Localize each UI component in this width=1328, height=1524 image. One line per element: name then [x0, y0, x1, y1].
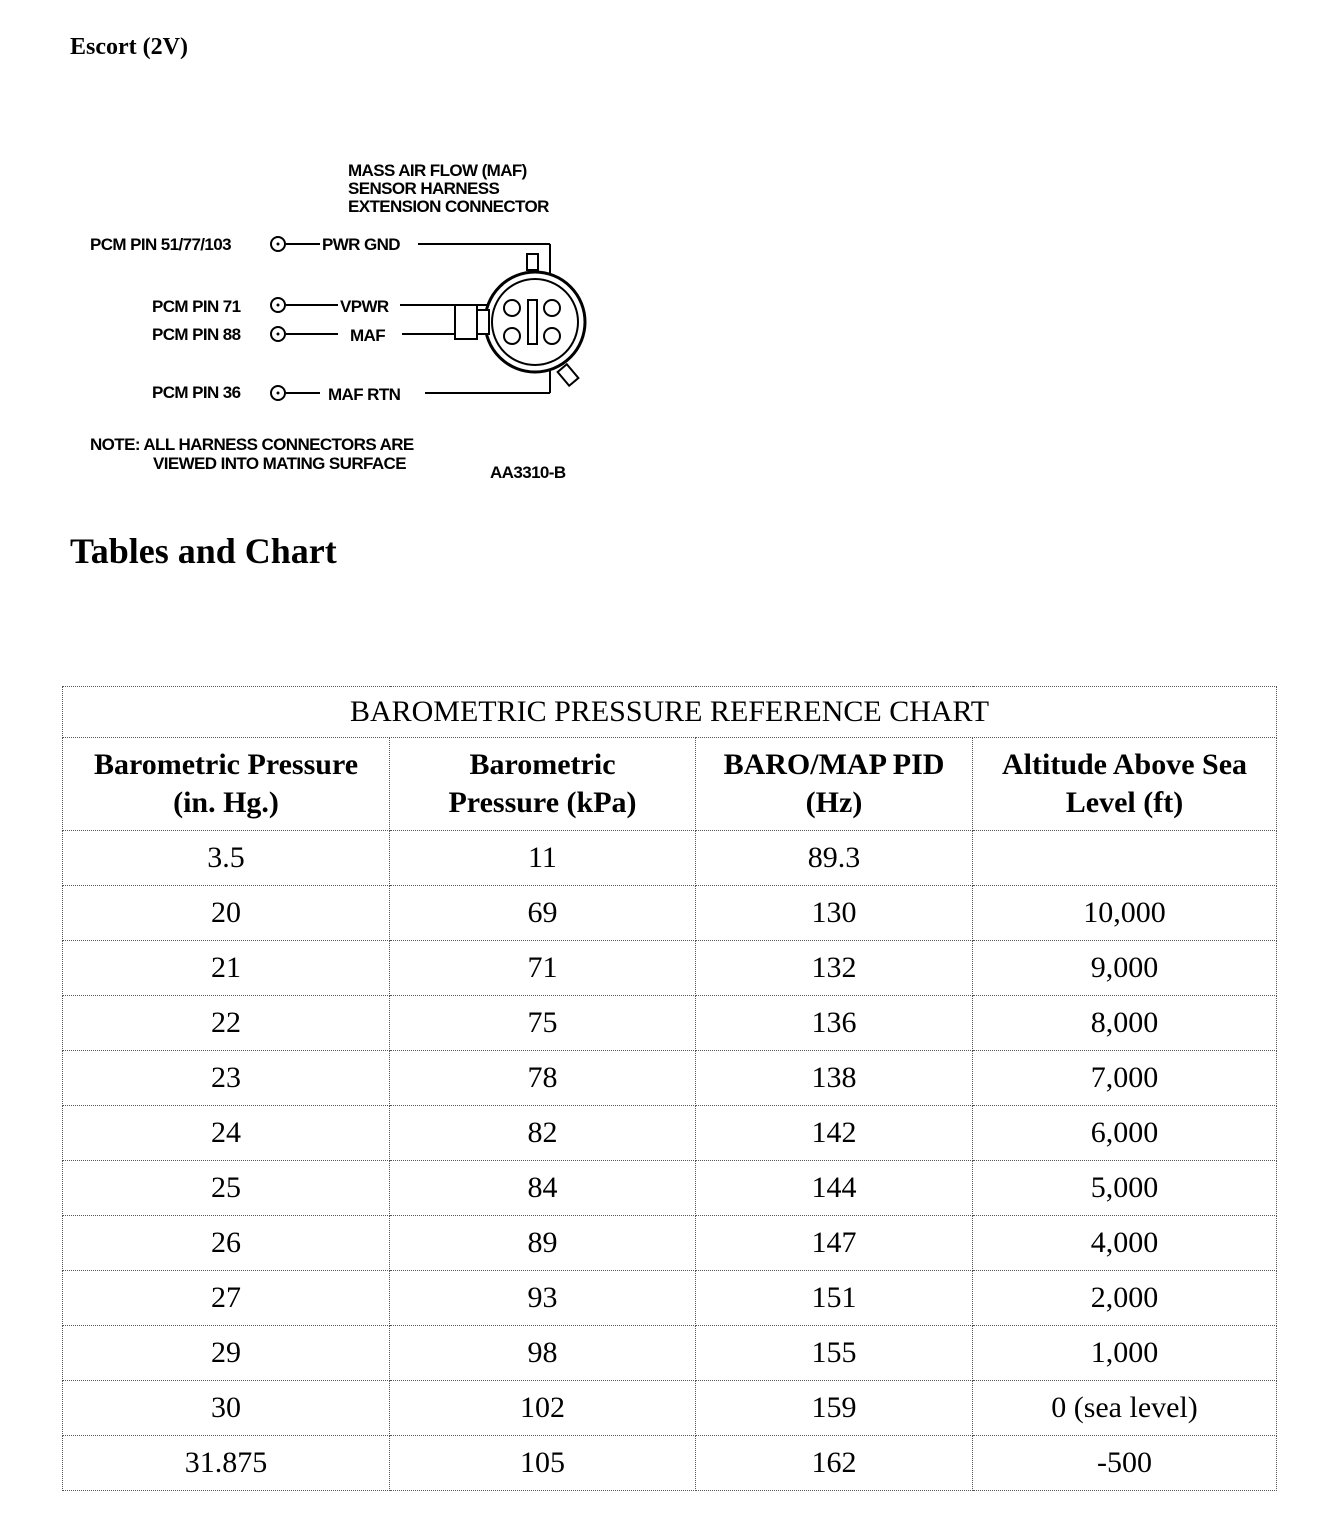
table-cell: 27: [63, 1271, 390, 1326]
table-cell: 89: [390, 1216, 696, 1271]
barometric-pressure-table: [62, 686, 1277, 1491]
table-cell: 10,000: [973, 886, 1277, 941]
diagram-figure-id: AA3310-B: [490, 463, 566, 482]
table-row: [63, 1381, 1277, 1436]
column-header-altitude: Altitude Above Sea Level (ft): [973, 738, 1277, 831]
diagram-note-line1: NOTE: ALL HARNESS CONNECTORS ARE: [90, 435, 414, 454]
table-cell: -500: [973, 1436, 1277, 1491]
diagram-note-line2: VIEWED INTO MATING SURFACE: [153, 454, 406, 473]
table-cell: 20: [63, 886, 390, 941]
table-cell: 23: [63, 1051, 390, 1106]
table-cell: 31.875: [63, 1436, 390, 1491]
table-cell: 132: [696, 941, 973, 996]
table-cell: [973, 831, 1277, 886]
table-title-row: [63, 687, 1277, 738]
pin-label-maf-pcm: PCM PIN 88: [152, 325, 241, 344]
table-cell: 78: [390, 1051, 696, 1106]
table-cell: 151: [696, 1271, 973, 1326]
table-cell: 89.3: [696, 831, 973, 886]
table-cell: 8,000: [973, 996, 1277, 1051]
table-cell: 75: [390, 996, 696, 1051]
table-cell: 9,000: [973, 941, 1277, 996]
table-cell: 159: [696, 1381, 973, 1436]
pin-signal-maf: MAF: [350, 326, 386, 345]
column-header-pid-hz: BARO/MAP PID (Hz): [696, 738, 973, 831]
table-cell: 4,000: [973, 1216, 1277, 1271]
column-header-inhg: Barometric Pressure (in. Hg.): [63, 738, 390, 831]
table-cell: 1,000: [973, 1326, 1277, 1381]
table-row: [63, 831, 1277, 886]
column-header-kpa: Barometric Pressure (kPa): [390, 738, 696, 831]
table-cell: 142: [696, 1106, 973, 1161]
table-cell: 30: [63, 1381, 390, 1436]
table-cell: 25: [63, 1161, 390, 1216]
table-row: [63, 1326, 1277, 1381]
table-cell: 2,000: [973, 1271, 1277, 1326]
pin-signal-maf-rtn: MAF RTN: [328, 385, 401, 404]
table-row: [63, 941, 1277, 996]
table-row: [63, 1436, 1277, 1491]
table-cell: 69: [390, 886, 696, 941]
pin-signal-vpwr: VPWR: [340, 297, 389, 316]
section-title: Tables and Chart: [70, 531, 337, 571]
table-row: [63, 1271, 1277, 1326]
table-cell: 155: [696, 1326, 973, 1381]
table-cell: 102: [390, 1381, 696, 1436]
table-cell: 84: [390, 1161, 696, 1216]
table-cell: 71: [390, 941, 696, 996]
table-cell: 130: [696, 886, 973, 941]
table-cell: 98: [390, 1326, 696, 1381]
table-row: [63, 886, 1277, 941]
table-cell: 138: [696, 1051, 973, 1106]
table-cell: 5,000: [973, 1161, 1277, 1216]
table-cell: 21: [63, 941, 390, 996]
table-cell: 162: [696, 1436, 973, 1491]
table-row: [63, 1161, 1277, 1216]
table-title: BAROMETRIC PRESSURE REFERENCE CHART: [63, 687, 1277, 738]
table-body: [63, 831, 1277, 1491]
table-cell: 82: [390, 1106, 696, 1161]
maf-connector-diagram: [80, 150, 600, 495]
pin-label-maf-rtn-pcm: PCM PIN 36: [152, 383, 241, 402]
table-cell: 136: [696, 996, 973, 1051]
table-cell: 26: [63, 1216, 390, 1271]
table-cell: 93: [390, 1271, 696, 1326]
connector-body: [455, 254, 585, 386]
vehicle-subtitle: Escort (2V): [70, 34, 188, 60]
pin-signal-pwr-gnd: PWR GND: [322, 235, 400, 254]
table-row: [63, 996, 1277, 1051]
table-cell: 105: [390, 1436, 696, 1491]
table-cell: 3.5: [63, 831, 390, 886]
table-cell: 24: [63, 1106, 390, 1161]
table-cell: 147: [696, 1216, 973, 1271]
table-cell: 6,000: [973, 1106, 1277, 1161]
table-row: [63, 1216, 1277, 1271]
table-cell: 7,000: [973, 1051, 1277, 1106]
diagram-title-line2: SENSOR HARNESS: [348, 179, 500, 198]
table-row: [63, 1106, 1277, 1161]
table-cell: 29: [63, 1326, 390, 1381]
table-row: [63, 1051, 1277, 1106]
pin-label-vpwr-pcm: PCM PIN 71: [152, 297, 241, 316]
pin-label-pwr-gnd-pcm: PCM PIN 51/77/103: [90, 235, 231, 254]
table-header-row: [63, 738, 1277, 831]
table-cell: 0 (sea level): [973, 1381, 1277, 1436]
diagram-title-line1: MASS AIR FLOW (MAF): [348, 161, 527, 180]
table-cell: 22: [63, 996, 390, 1051]
diagram-title-line3: EXTENSION CONNECTOR: [348, 197, 549, 216]
table-cell: 11: [390, 831, 696, 886]
table-cell: 144: [696, 1161, 973, 1216]
